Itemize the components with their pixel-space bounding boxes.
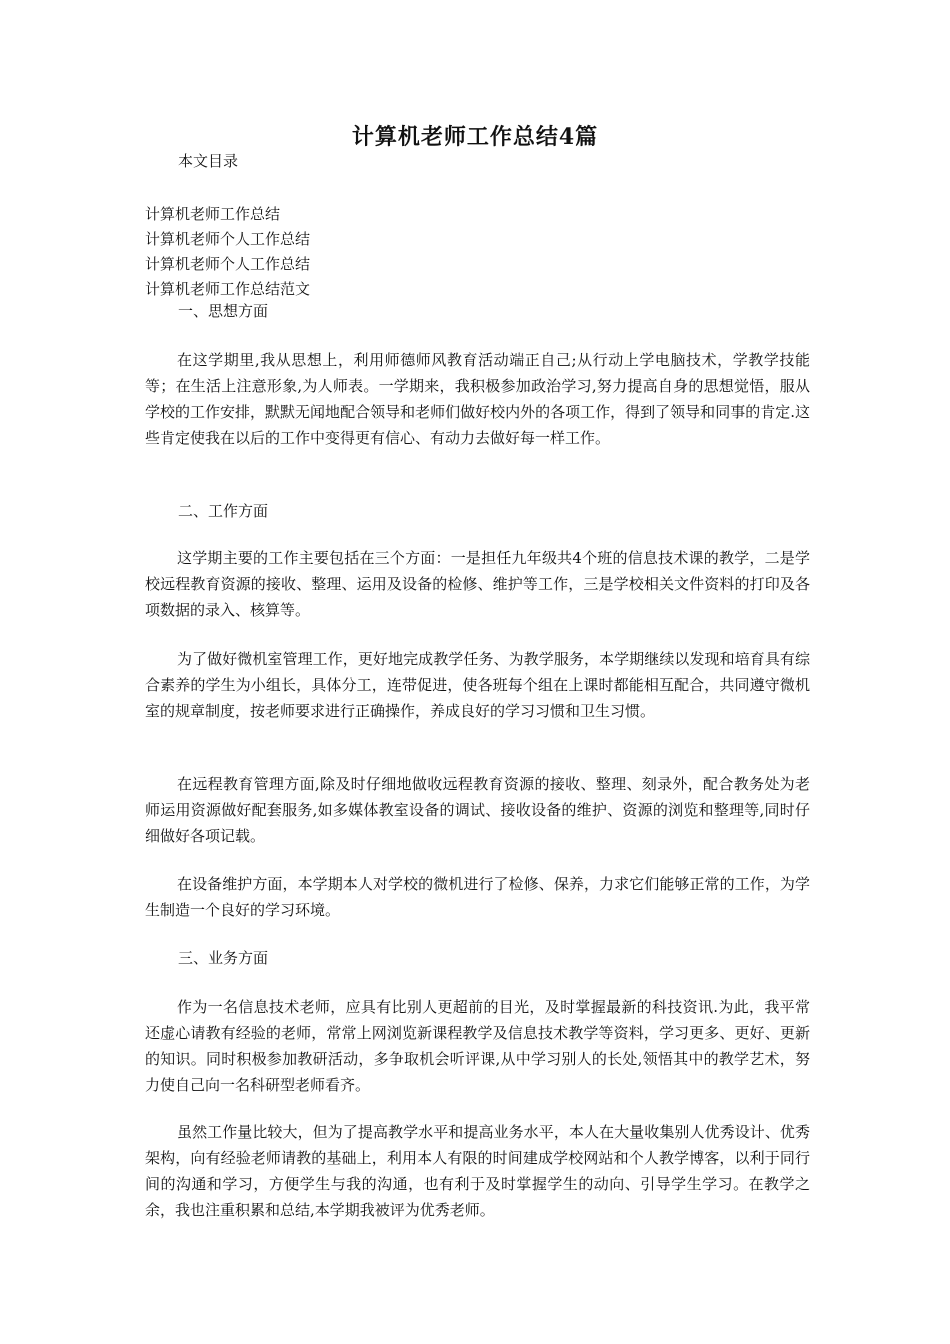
paragraph: 这学期主要的工作主要包括在三个方面：一是担任九年级共4个班的信息技术课的教学，二是学校远程教育资源的接收、整理、运用及设备的检修、维护等工作，三是学校相关文件资料的打印及各项数据的录入、核算等。 [145,549,810,619]
paragraph: 作为一名信息技术老师，应具有比别人更超前的目光，及时掌握最新的科技资讯.为此，我平常还虚心请教有经验的老师，常常上网浏览新课程教学及信息技术教学等资料，学习更多、更好、更新的知识。同时积极参加教研活动，多争取机会听评课,从中学习别人的长处,领悟其中的教学艺术，努力使自己向一名科研型老师看齐。 [145,998,810,1094]
document-title: 计算机老师工作总结4篇 [351,124,599,150]
section-heading-thought: 一、思想方面 [178,302,269,320]
paragraph: 在远程教育管理方面,除及时仔细地做收远程教育资源的接收、整理、刻录外，配合教务处为老师运用资源做好配套服务,如多媒体教室设备的调试、接收设备的维护、资源的浏览和整理等,同时仔细做好各项记载。 [145,775,810,845]
toc-item[interactable]: 计算机老师个人工作总结 [145,255,311,273]
toc-item[interactable]: 计算机老师工作总结范文 [145,280,311,298]
paragraph: 在这学期里,我从思想上，利用师德师风教育活动端正自己;从行动上学电脑技术，学教学技能等；在生活上注意形象,为人师表。一学期来，我积极参加政治学习,努力提高自身的思想觉悟，服从学校的工作安排，默默无闻地配合领导和老师们做好校内外的各项工作，得到了领导和同事的肯定.这些肯定使我在以后的工作中变得更有信心、有动力去做好每一样工作。 [145,351,810,447]
paragraph: 为了做好微机室管理工作，更好地完成教学任务、为教学服务，本学期继续以发现和培育具有综合素养的学生为小组长，具体分工，连带促进，使各班每个组在上课时都能相互配合，共同遵守微机室的规章制度，按老师要求进行正确操作，养成良好的学习习惯和卫生习惯。 [145,650,810,720]
toc-item[interactable]: 计算机老师工作总结 [145,205,281,223]
toc-list [145,202,310,302]
paragraph: 在设备维护方面，本学期本人对学校的微机进行了检修、保养，力求它们能够正常的工作，为学生制造一个良好的学习环境。 [145,875,810,919]
paragraph: 虽然工作量比较大，但为了提高教学水平和提高业务水平，本人在大量收集别人优秀设计、优秀架构，向有经验老师请教的基础上，利用本人有限的时间建成学校网站和个人教学博客，以利于同行间的沟通和学习，方便学生与我的沟通，也有利于及时掌握学生的动向、引导学生学习。在教学之余，我也注重积累和总结,本学期我被评为优秀老师。 [145,1123,810,1219]
toc-item[interactable]: 计算机老师个人工作总结 [145,230,311,248]
section-heading-work: 二、工作方面 [178,502,269,520]
toc-heading: 本文目录 [178,152,239,170]
section-heading-business: 三、业务方面 [178,949,269,967]
